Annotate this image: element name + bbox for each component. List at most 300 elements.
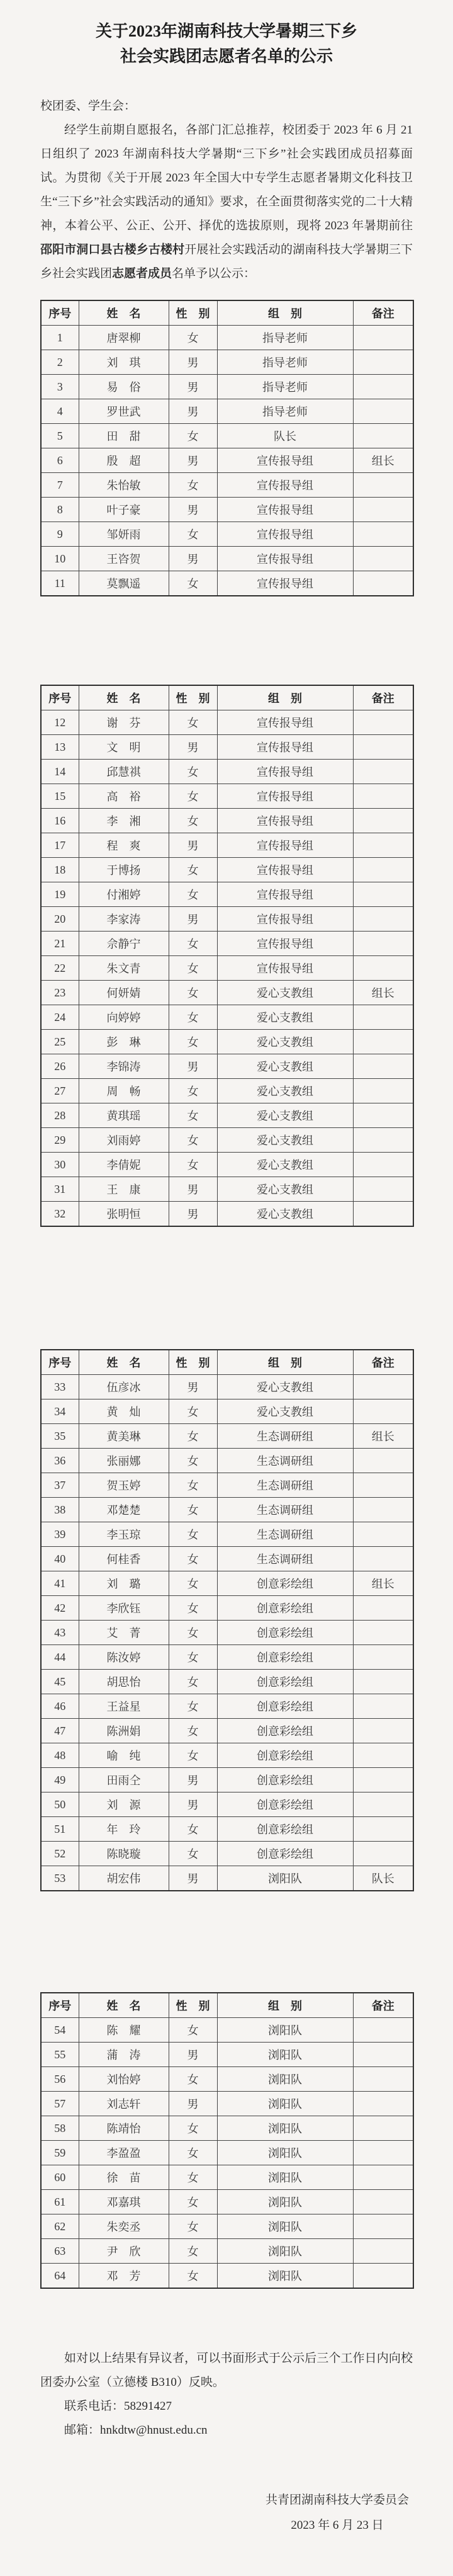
table-cell: 尹 欣	[79, 2239, 169, 2264]
table-cell: 浏阳队	[217, 2092, 353, 2116]
table-cell	[353, 1743, 413, 1768]
table-cell: 29	[41, 1128, 79, 1153]
table-row	[41, 350, 413, 375]
col-header-name: 姓 名	[79, 1993, 169, 2018]
table-cell	[353, 1202, 413, 1227]
table-cell: 组长	[353, 1571, 413, 1596]
table-cell: 浏阳队	[217, 2165, 353, 2190]
table-cell	[353, 1768, 413, 1792]
table-cell: 14	[41, 760, 79, 784]
table-cell: 宣传报导组	[217, 571, 353, 596]
table-cell: 陈靖怡	[79, 2116, 169, 2141]
table-cell: 30	[41, 1153, 79, 1177]
table-cell: 王咨贺	[79, 547, 169, 571]
table-row	[41, 375, 413, 399]
table-cell: 生态调研组	[217, 1498, 353, 1522]
col-header-gender: 性 别	[169, 685, 217, 710]
table-cell	[353, 1079, 413, 1103]
table-cell: 56	[41, 2067, 79, 2092]
table-cell	[353, 710, 413, 735]
table-cell: 陈 耀	[79, 2018, 169, 2043]
table-cell: 莫飘遥	[79, 571, 169, 596]
table-cell: 42	[41, 1596, 79, 1621]
table-cell	[353, 1498, 413, 1522]
table-cell: 男	[169, 448, 217, 473]
table-row	[41, 547, 413, 571]
table-row	[41, 1498, 413, 1522]
table-cell: 生态调研组	[217, 1424, 353, 1449]
table-cell: 田 甜	[79, 424, 169, 448]
table-cell: 女	[169, 1522, 217, 1547]
table-cell: 女	[169, 1547, 217, 1571]
table-row	[41, 1399, 413, 1424]
table-cell: 女	[169, 1030, 217, 1054]
table-cell: 邹妍雨	[79, 522, 169, 547]
issue-date: 2023 年 6 月 23 日	[291, 2519, 384, 2532]
table-row	[41, 424, 413, 448]
table-cell: 15	[41, 784, 79, 809]
table-cell: 爱心支教组	[217, 1054, 353, 1079]
table-row	[41, 1694, 413, 1719]
table-cell: 生态调研组	[217, 1473, 353, 1498]
intro-text-3: 名单予以公示：	[172, 267, 256, 280]
title-line-2: 社会实践团志愿者名单的公示	[120, 47, 333, 66]
table-cell	[353, 1817, 413, 1842]
table-cell: 浏阳队	[217, 2116, 353, 2141]
table-cell: 李盈盈	[79, 2141, 169, 2165]
table-cell: 张明恒	[79, 1202, 169, 1227]
table-cell: 女	[169, 1424, 217, 1449]
table-cell: 24	[41, 1005, 79, 1030]
table-row	[41, 858, 413, 882]
table-row	[41, 809, 413, 833]
table-cell	[353, 2116, 413, 2141]
intro-location-bold: 邵阳市洞口县古楼乡古楼村	[40, 243, 185, 256]
table-cell	[353, 1054, 413, 1079]
table-cell: 34	[41, 1399, 79, 1424]
table-row	[41, 1005, 413, 1030]
table-cell: 男	[169, 2043, 217, 2067]
table-row	[41, 1596, 413, 1621]
table-cell: 爱心支教组	[217, 1030, 353, 1054]
table-row	[41, 2214, 413, 2239]
table-cell: 32	[41, 1202, 79, 1227]
table-row	[41, 1645, 413, 1670]
title-line-1: 关于2023年湖南科技大学暑期三下乡	[95, 22, 357, 40]
table-row	[41, 1054, 413, 1079]
table-header-row	[41, 1350, 413, 1375]
table-row	[41, 399, 413, 424]
table-cell: 女	[169, 1153, 217, 1177]
table-cell	[353, 2239, 413, 2264]
table-cell	[353, 1670, 413, 1694]
table-cell	[353, 2141, 413, 2165]
table-row	[41, 1030, 413, 1054]
table-cell: 爱心支教组	[217, 981, 353, 1005]
intro-text-2: 开展社会实践活动的湖南科技大学暑期三下乡社会实践团	[40, 243, 413, 280]
table-cell: 李欣钰	[79, 1596, 169, 1621]
col-header-note: 备注	[353, 300, 413, 326]
col-header-note: 备注	[353, 1350, 413, 1375]
table-cell: 女	[169, 2264, 217, 2289]
table-cell	[353, 1399, 413, 1424]
table-cell: 王益星	[79, 1694, 169, 1719]
table-cell: 宣传报导组	[217, 448, 353, 473]
table-cell: 女	[169, 1743, 217, 1768]
contact-phone: 联系电话：58291427	[64, 2400, 172, 2413]
table-cell: 刘怡婷	[79, 2067, 169, 2092]
table-cell: 女	[169, 522, 217, 547]
intro-text-1: 经学生前期自愿报名，各部门汇总推荐，校团委于 2023 年 6 月 21 日组织了 2023 年湖南科技大学暑期“三下乡”社会实践团成员招募面试。为贯彻《关于开展 2023 年全国大中专学生志愿者暑期文化科技卫生“三下乡”社会实践活动的通知》要求，在全面贯彻落实党的二十大精神，本着公平、公正、公开、择优的选拔原则，现将 2023 年暑期前往	[40, 123, 413, 232]
table-cell: 男	[169, 907, 217, 932]
table-cell	[353, 399, 413, 424]
table-cell: 27	[41, 1079, 79, 1103]
table-cell: 19	[41, 882, 79, 907]
table-cell: 2	[41, 350, 79, 375]
table-cell: 33	[41, 1375, 79, 1399]
table-cell: 女	[169, 2239, 217, 2264]
table-cell: 宣传报导组	[217, 882, 353, 907]
table-cell: 47	[41, 1719, 79, 1743]
table-cell: 37	[41, 1473, 79, 1498]
table-cell	[353, 522, 413, 547]
table-cell: 组长	[353, 448, 413, 473]
table-row	[41, 2067, 413, 2092]
col-header-note: 备注	[353, 1993, 413, 2018]
table-cell: 文 明	[79, 735, 169, 760]
table-cell: 爱心支教组	[217, 1128, 353, 1153]
table-cell: 女	[169, 858, 217, 882]
table-cell: 生态调研组	[217, 1449, 353, 1473]
table-cell	[353, 2067, 413, 2092]
table-row	[41, 473, 413, 498]
table-cell: 向婷婷	[79, 1005, 169, 1030]
volunteer-table-1	[40, 300, 414, 596]
table-cell: 女	[169, 1694, 217, 1719]
table-row	[41, 2092, 413, 2116]
table-row	[41, 1449, 413, 1473]
table-cell: 李锦涛	[79, 1054, 169, 1079]
table-row	[41, 1103, 413, 1128]
table-row	[41, 2141, 413, 2165]
table-cell: 女	[169, 2141, 217, 2165]
col-header-group: 组 别	[217, 1350, 353, 1375]
table-cell: 女	[169, 1498, 217, 1522]
table-cell: 爱心支教组	[217, 1202, 353, 1227]
table-cell: 16	[41, 809, 79, 833]
table-cell: 男	[169, 547, 217, 571]
table-cell: 12	[41, 710, 79, 735]
table-cell: 男	[169, 1768, 217, 1792]
page-title	[40, 19, 413, 69]
table-cell: 36	[41, 1449, 79, 1473]
table-cell: 46	[41, 1694, 79, 1719]
table-cell: 13	[41, 735, 79, 760]
table-cell: 浏阳队	[217, 2141, 353, 2165]
table-cell: 宣传报导组	[217, 809, 353, 833]
table-cell: 创意彩绘组	[217, 1596, 353, 1621]
table-cell: 生态调研组	[217, 1547, 353, 1571]
table-cell: 指导老师	[217, 350, 353, 375]
table-cell	[353, 1030, 413, 1054]
table-cell	[353, 1153, 413, 1177]
table-cell: 创意彩绘组	[217, 1768, 353, 1792]
table-cell: 艾 菁	[79, 1621, 169, 1645]
volunteer-table-4	[40, 1992, 414, 2289]
table-cell: 宣传报导组	[217, 735, 353, 760]
col-header-name: 姓 名	[79, 685, 169, 710]
table-cell: 女	[169, 1621, 217, 1645]
table-cell: 宣传报导组	[217, 956, 353, 981]
table-cell: 刘 琪	[79, 350, 169, 375]
table-cell	[353, 2165, 413, 2190]
table-cell: 生态调研组	[217, 1522, 353, 1547]
table-cell	[353, 858, 413, 882]
table-cell: 女	[169, 1719, 217, 1743]
table-cell: 宣传报导组	[217, 784, 353, 809]
table-cell	[353, 1473, 413, 1498]
table-cell: 男	[169, 1792, 217, 1817]
table-cell	[353, 571, 413, 596]
table-cell	[353, 907, 413, 932]
table-cell: 李玉琼	[79, 1522, 169, 1547]
table-row	[41, 1743, 413, 1768]
table-cell: 佘静宁	[79, 932, 169, 956]
table-cell: 57	[41, 2092, 79, 2116]
table-cell: 6	[41, 448, 79, 473]
table-row	[41, 2239, 413, 2264]
col-header-no: 序号	[41, 685, 79, 710]
table-cell: 男	[169, 2092, 217, 2116]
table-cell: 田雨仝	[79, 1768, 169, 1792]
table-cell: 指导老师	[217, 399, 353, 424]
table-cell: 男	[169, 1054, 217, 1079]
table-cell: 11	[41, 571, 79, 596]
col-header-gender: 性 别	[169, 1350, 217, 1375]
table-cell: 3	[41, 375, 79, 399]
table-cell: 50	[41, 1792, 79, 1817]
table-cell	[353, 1177, 413, 1202]
table-cell: 5	[41, 424, 79, 448]
table-cell: 队长	[217, 424, 353, 448]
table-row	[41, 932, 413, 956]
table-cell: 62	[41, 2214, 79, 2239]
table-cell: 21	[41, 932, 79, 956]
col-header-gender: 性 别	[169, 300, 217, 326]
table-cell	[353, 2018, 413, 2043]
table-cell: 26	[41, 1054, 79, 1079]
table-cell	[353, 375, 413, 399]
table-cell: 宣传报导组	[217, 710, 353, 735]
table-cell	[353, 1621, 413, 1645]
table-cell	[353, 833, 413, 858]
table-cell	[353, 1694, 413, 1719]
table-row	[41, 1153, 413, 1177]
table-cell: 宣传报导组	[217, 932, 353, 956]
table-cell: 邓 芳	[79, 2264, 169, 2289]
table-cell: 女	[169, 2018, 217, 2043]
table-row	[41, 760, 413, 784]
table-header-row	[41, 685, 413, 710]
table-cell: 44	[41, 1645, 79, 1670]
table-cell: 邓楚楚	[79, 1498, 169, 1522]
table-cell	[353, 498, 413, 522]
issuing-organization: 共青团湖南科技大学委员会	[265, 2493, 409, 2507]
table-cell: 60	[41, 2165, 79, 2190]
table-cell: 宣传报导组	[217, 907, 353, 932]
table-row	[41, 1621, 413, 1645]
table-cell: 何妍婧	[79, 981, 169, 1005]
table-cell: 蒲 涛	[79, 2043, 169, 2067]
table-cell: 18	[41, 858, 79, 882]
table-cell: 41	[41, 1571, 79, 1596]
table-cell: 45	[41, 1670, 79, 1694]
table-cell: 浏阳队	[217, 2264, 353, 2289]
table-cell: 1	[41, 326, 79, 350]
intro-paragraph	[40, 118, 413, 286]
table-cell: 25	[41, 1030, 79, 1054]
table-cell: 张丽娜	[79, 1449, 169, 1473]
col-header-no: 序号	[41, 1350, 79, 1375]
table-cell: 徐 苗	[79, 2165, 169, 2190]
col-header-group: 组 别	[217, 300, 353, 326]
table-cell: 李 湘	[79, 809, 169, 833]
table-cell: 爱心支教组	[217, 1079, 353, 1103]
table-cell: 喻 纯	[79, 1743, 169, 1768]
table-cell: 女	[169, 809, 217, 833]
table-row	[41, 1792, 413, 1817]
table-cell: 唐翠柳	[79, 326, 169, 350]
table-cell: 组长	[353, 981, 413, 1005]
table-row	[41, 981, 413, 1005]
table-cell: 39	[41, 1522, 79, 1547]
table-cell: 王 康	[79, 1177, 169, 1202]
table-cell: 女	[169, 1399, 217, 1424]
table-cell: 黄琪瑶	[79, 1103, 169, 1128]
table-cell: 爱心支教组	[217, 1005, 353, 1030]
table-row	[41, 882, 413, 907]
table-row	[41, 448, 413, 473]
table-cell: 爱心支教组	[217, 1177, 353, 1202]
table-cell: 李倩妮	[79, 1153, 169, 1177]
table-cell: 61	[41, 2190, 79, 2214]
table-cell: 创意彩绘组	[217, 1694, 353, 1719]
table-cell: 爱心支教组	[217, 1375, 353, 1399]
table-cell: 朱奕丞	[79, 2214, 169, 2239]
table-cell: 刘雨婷	[79, 1128, 169, 1153]
table-cell: 35	[41, 1424, 79, 1449]
table-cell: 女	[169, 1128, 217, 1153]
table-cell: 28	[41, 1103, 79, 1128]
table-cell: 浏阳队	[217, 2067, 353, 2092]
table-cell	[353, 1645, 413, 1670]
table-cell: 彭 琳	[79, 1030, 169, 1054]
table-cell: 宣传报导组	[217, 833, 353, 858]
table-cell	[353, 1547, 413, 1571]
table-row	[41, 1866, 413, 1891]
table-cell: 创意彩绘组	[217, 1792, 353, 1817]
table-row	[41, 710, 413, 735]
table-cell	[353, 547, 413, 571]
table-cell: 程 爽	[79, 833, 169, 858]
table-row	[41, 522, 413, 547]
table-cell: 邓嘉琪	[79, 2190, 169, 2214]
table-cell: 女	[169, 1571, 217, 1596]
table-cell: 40	[41, 1547, 79, 1571]
table-cell: 黄 灿	[79, 1399, 169, 1424]
table-cell	[353, 1596, 413, 1621]
table-cell: 殷 超	[79, 448, 169, 473]
table-cell	[353, 473, 413, 498]
table-cell: 陈洲娟	[79, 1719, 169, 1743]
table-row	[41, 326, 413, 350]
table-cell: 63	[41, 2239, 79, 2264]
table-row	[41, 1128, 413, 1153]
table-cell: 邱慧祺	[79, 760, 169, 784]
table-cell: 宣传报导组	[217, 473, 353, 498]
col-header-no: 序号	[41, 1993, 79, 2018]
table-cell	[353, 956, 413, 981]
table-cell: 53	[41, 1866, 79, 1891]
table-cell	[353, 809, 413, 833]
table-cell: 谢 芬	[79, 710, 169, 735]
table-cell: 8	[41, 498, 79, 522]
table-cell: 刘志轩	[79, 2092, 169, 2116]
table-cell: 7	[41, 473, 79, 498]
table-cell: 男	[169, 350, 217, 375]
table-cell: 男	[169, 1177, 217, 1202]
table-cell: 女	[169, 1473, 217, 1498]
table-cell: 朱怡敏	[79, 473, 169, 498]
table-cell: 胡思怡	[79, 1670, 169, 1694]
table-cell	[353, 1719, 413, 1743]
table-cell	[353, 784, 413, 809]
table-cell	[353, 326, 413, 350]
table-cell	[353, 760, 413, 784]
table-cell: 易 俗	[79, 375, 169, 399]
table-cell: 女	[169, 2116, 217, 2141]
table-row	[41, 833, 413, 858]
table-cell: 胡宏伟	[79, 1866, 169, 1891]
table-cell: 男	[169, 833, 217, 858]
table-row	[41, 1547, 413, 1571]
table-row	[41, 907, 413, 932]
table-cell: 爱心支教组	[217, 1103, 353, 1128]
table-cell: 于博扬	[79, 858, 169, 882]
table-row	[41, 1473, 413, 1498]
table-cell: 女	[169, 473, 217, 498]
table-cell: 9	[41, 522, 79, 547]
table-row	[41, 498, 413, 522]
table-cell: 女	[169, 956, 217, 981]
table-cell: 女	[169, 1670, 217, 1694]
contact-email: 邮箱：hnkdtw@hnust.edu.cn	[64, 2424, 208, 2437]
table-row	[41, 1522, 413, 1547]
table-row	[41, 1177, 413, 1202]
table-cell: 爱心支教组	[217, 1153, 353, 1177]
table-cell: 罗世武	[79, 399, 169, 424]
table-cell: 浏阳队	[217, 2239, 353, 2264]
table-row	[41, 1842, 413, 1866]
col-header-name: 姓 名	[79, 1350, 169, 1375]
table-cell: 浏阳队	[217, 2190, 353, 2214]
table-row	[41, 1817, 413, 1842]
table-row	[41, 2043, 413, 2067]
table-cell: 创意彩绘组	[217, 1571, 353, 1596]
table-cell: 女	[169, 981, 217, 1005]
table-cell: 宣传报导组	[217, 858, 353, 882]
table-cell: 女	[169, 1596, 217, 1621]
